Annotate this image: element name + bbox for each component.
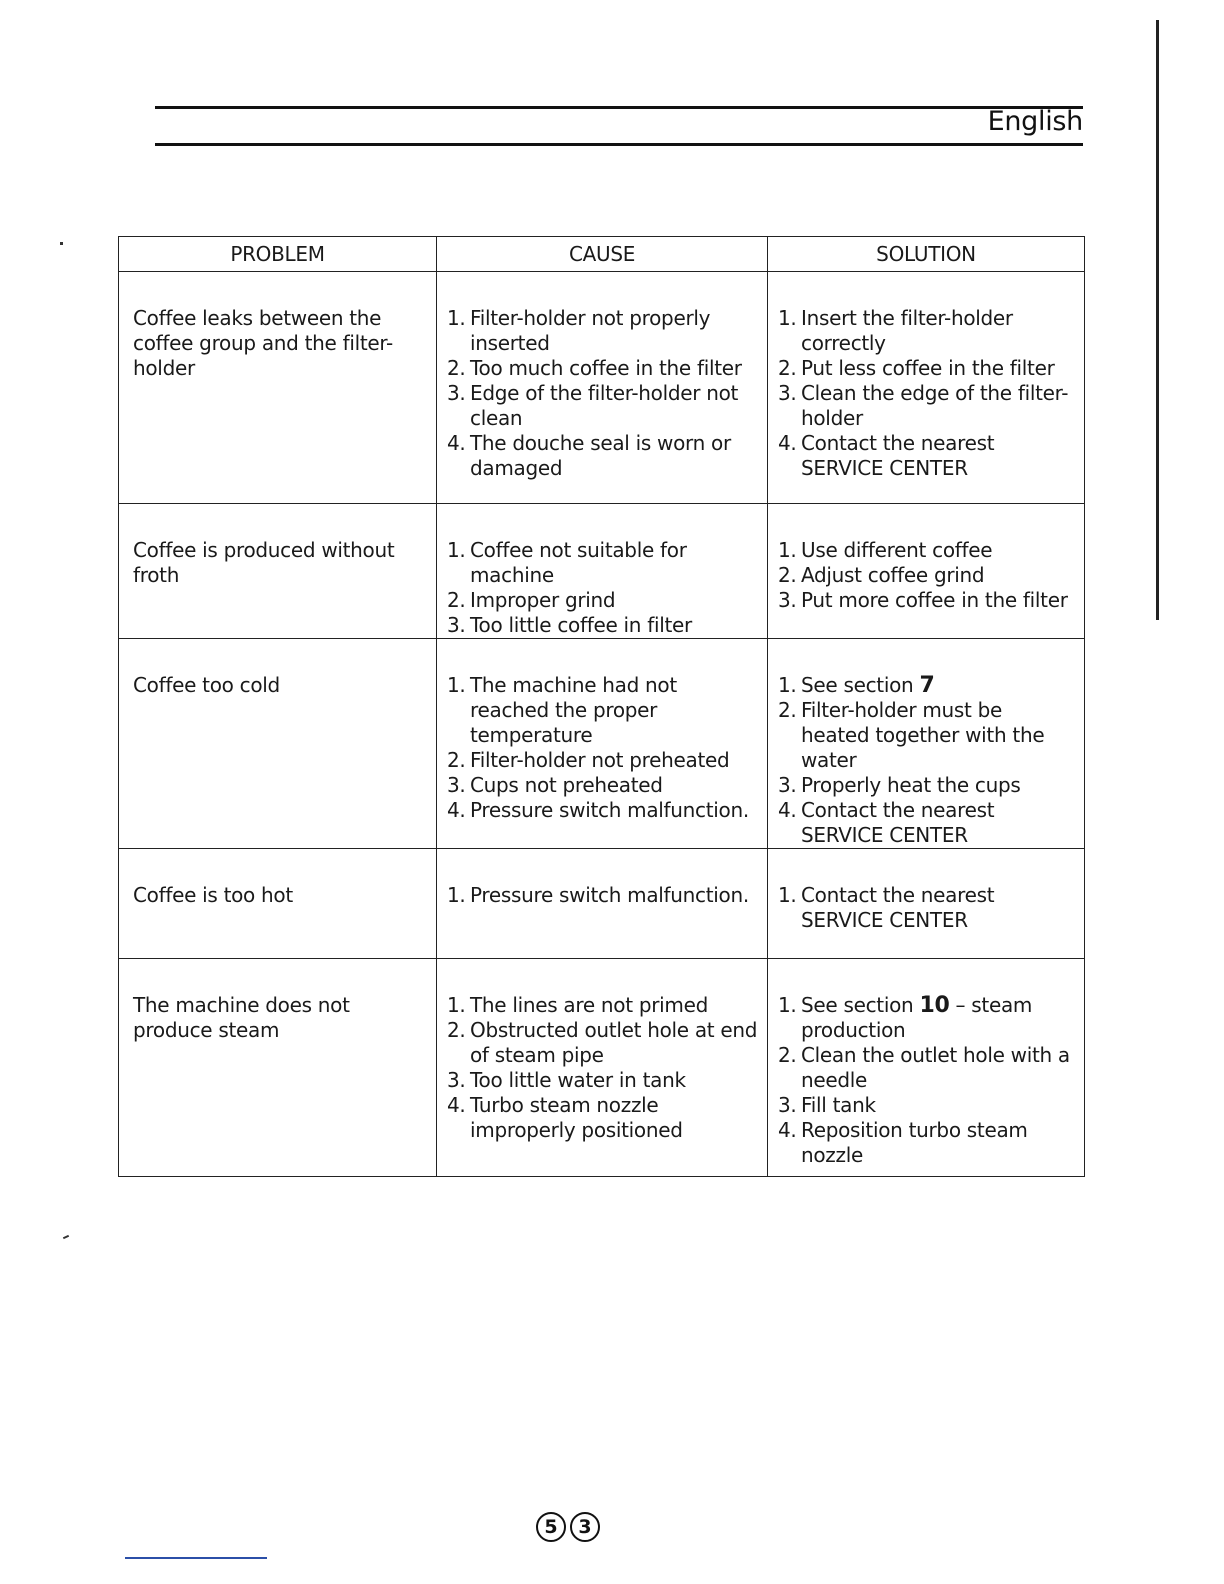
header-rule-bottom — [155, 143, 1083, 146]
header-cause: CAUSE — [437, 237, 768, 272]
list-item: 1. See section 7 — [778, 673, 935, 698]
list-item: 1. Pressure switch malfunction. — [447, 883, 749, 907]
solution-cell — [768, 504, 1085, 639]
solution-cell — [768, 849, 1085, 959]
list-item: 3. Cups not preheated — [447, 773, 663, 797]
problem-cell: Coffee is too hot — [119, 849, 437, 959]
scan-speck — [63, 1235, 69, 1239]
problem-cell: Coffee is produced without froth — [119, 504, 437, 639]
list-item: 2. Obstructed outlet hole at end of steam pipe — [447, 1018, 758, 1067]
scan-speck — [60, 242, 63, 245]
header-solution: SOLUTION — [768, 237, 1085, 272]
problem-cell: Coffee leaks between the coffee group and the filter-holder — [119, 272, 437, 504]
list-item: 3. Put more coffee in the filter — [778, 588, 1068, 612]
solution-cell — [768, 639, 1085, 849]
table-row — [119, 849, 1085, 959]
list-item: 3. Too little coffee in filter — [447, 613, 692, 637]
list-item: 1. See section 10 – steam production — [778, 993, 1033, 1042]
cause-cell — [437, 959, 768, 1177]
page-number — [536, 1512, 600, 1542]
table-row — [119, 272, 1085, 504]
cause-cell — [437, 849, 768, 959]
list-item: 2. Adjust coffee grind — [778, 563, 985, 587]
footer-line — [125, 1557, 267, 1559]
scan-edge-line — [1156, 20, 1159, 620]
list-item: 4. Contact the nearest SERVICE CENTER — [778, 431, 995, 480]
page-number-digit: 5 — [536, 1512, 566, 1542]
list-item: 3. Properly heat the cups — [778, 773, 1021, 797]
cause-cell — [437, 272, 768, 504]
list-item: 2. Filter-holder not preheated — [447, 748, 730, 772]
list-item: 1. Coffee not suitable for machine — [447, 538, 687, 587]
problem-cell: The machine does not produce steam — [119, 959, 437, 1177]
header-rule-top — [155, 106, 1083, 109]
table-row — [119, 959, 1085, 1177]
list-item: 1. Insert the filter-holder correctly — [778, 306, 1013, 355]
cause-cell — [437, 639, 768, 849]
list-item: 3. Fill tank — [778, 1093, 876, 1117]
list-item: 4. Contact the nearest SERVICE CENTER — [778, 798, 995, 847]
page-number-digit: 3 — [570, 1512, 600, 1542]
list-item: 3. Edge of the filter-holder not clean — [447, 381, 739, 430]
list-item: 1. Use different coffee — [778, 538, 993, 562]
header-problem: PROBLEM — [119, 237, 437, 272]
solution-cell — [768, 959, 1085, 1177]
list-item: 4. The douche seal is worn or damaged — [447, 431, 731, 480]
table-row — [119, 639, 1085, 849]
list-item: 3. Clean the edge of the filter-holder — [778, 381, 1069, 430]
troubleshooting-table — [118, 236, 1085, 1177]
list-item: 3. Too little water in tank — [447, 1068, 686, 1092]
list-item: 1. The machine had not reached the proper temperature — [447, 673, 677, 747]
list-item: 2. Improper grind — [447, 588, 616, 612]
list-item: 1. Filter-holder not properly inserted — [447, 306, 711, 355]
list-item: 2. Clean the outlet hole with a needle — [778, 1043, 1070, 1092]
table-row — [119, 504, 1085, 639]
solution-cell — [768, 272, 1085, 504]
table-header-row — [119, 237, 1085, 272]
list-item: 4. Turbo steam nozzle improperly positioned — [447, 1093, 683, 1142]
list-item: 1. The lines are not primed — [447, 993, 708, 1017]
list-item: 2. Put less coffee in the filter — [778, 356, 1055, 380]
list-item: 1. Contact the nearest SERVICE CENTER — [778, 883, 995, 932]
problem-cell: Coffee too cold — [119, 639, 437, 849]
list-item: 4. Pressure switch malfunction. — [447, 798, 749, 822]
cause-cell — [437, 504, 768, 639]
list-item: 4. Reposition turbo steam nozzle — [778, 1118, 1028, 1167]
list-item: 2. Too much coffee in the filter — [447, 356, 742, 380]
language-label: English — [987, 106, 1083, 137]
list-item: 2. Filter-holder must be heated together with the water — [778, 698, 1045, 772]
